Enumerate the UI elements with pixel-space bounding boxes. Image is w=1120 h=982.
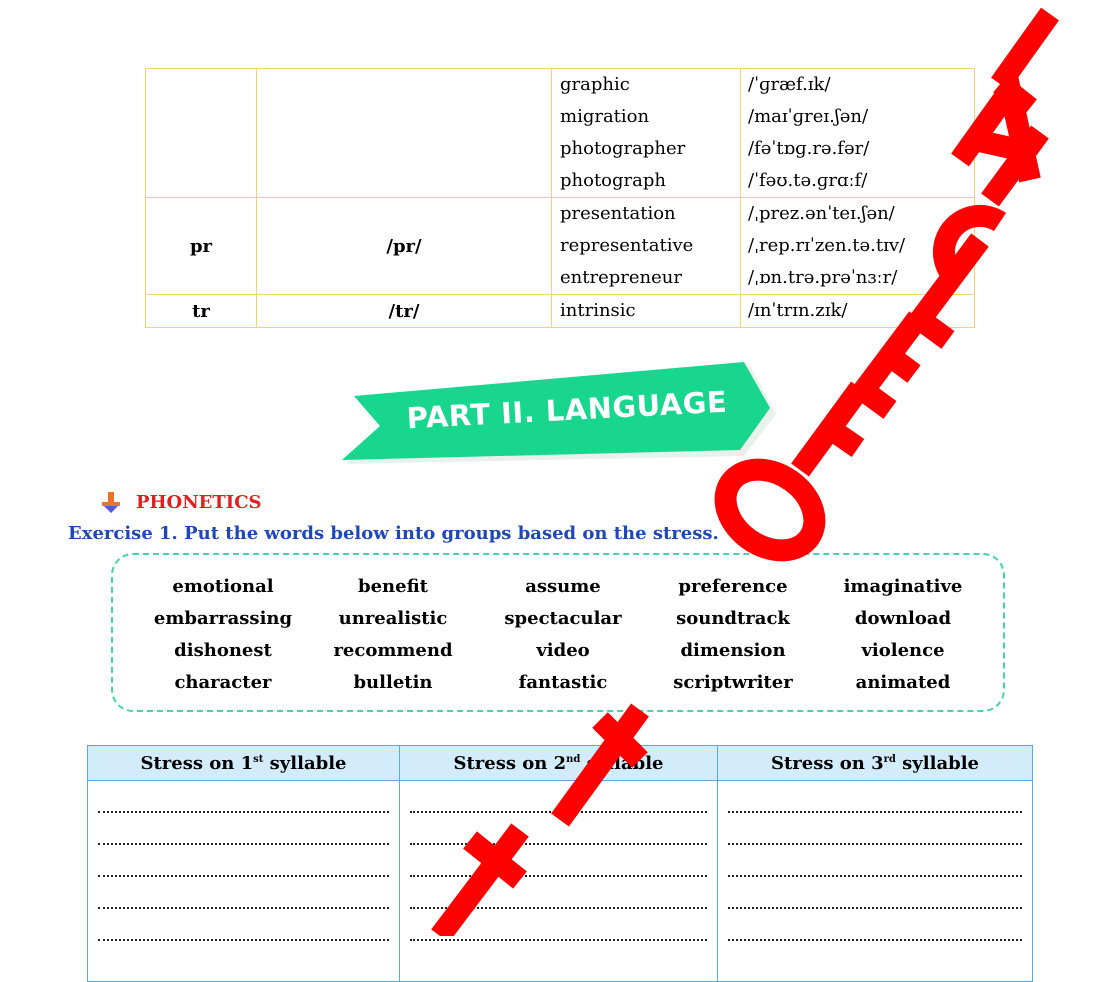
- word-item: scriptwriter: [673, 672, 793, 693]
- word-item: benefit: [358, 576, 428, 597]
- answer-table: [87, 745, 1033, 982]
- ipa-transcription: /fəˈtɒɡ.rə.fər/: [748, 138, 870, 159]
- ipa-cell: [741, 295, 975, 328]
- answer-line[interactable]: [98, 781, 389, 813]
- ipa-transcription: /ˌɒn.trə.prəˈnɜːr/: [748, 267, 898, 288]
- section-title: PHONETICS: [136, 491, 262, 513]
- answer-line[interactable]: [410, 813, 707, 845]
- table-row: [146, 198, 975, 295]
- banner-label: PART II. LANGUAGE: [405, 384, 729, 436]
- word-grid: [143, 571, 983, 699]
- ipa-transcription: /ɪnˈtrɪn.zɪk/: [748, 300, 848, 321]
- word-item: video: [536, 640, 590, 661]
- spelling-cell: [146, 69, 257, 198]
- answer-line[interactable]: [728, 877, 1022, 909]
- table-row: [146, 69, 975, 198]
- spelling-cell: tr: [146, 295, 257, 328]
- exercise-title: Exercise 1. Put the words below into groups based on the stress.: [68, 523, 719, 544]
- part-banner: [340, 360, 780, 468]
- word-item: dishonest: [174, 640, 272, 661]
- word-item: preference: [678, 576, 788, 597]
- ipa-transcription: /ˌprez.ənˈteɪ.ʃən/: [748, 203, 895, 224]
- answer-line[interactable]: [98, 845, 389, 877]
- phonetics-table: [145, 68, 975, 328]
- word-item: character: [174, 672, 272, 693]
- answer-line[interactable]: [98, 909, 389, 941]
- section-heading: [100, 490, 262, 514]
- answer-line[interactable]: [98, 877, 389, 909]
- word-item: recommend: [333, 640, 453, 661]
- answer-cell[interactable]: [88, 781, 400, 982]
- ipa-transcription: /ˈfəʊ.tə.ɡrɑːf/: [748, 170, 868, 191]
- words-cell: [552, 295, 741, 328]
- word-item: dimension: [680, 640, 786, 661]
- column-header: Stress on 2nd syllable: [399, 746, 717, 781]
- arrow-down-icon: [100, 490, 122, 514]
- column-header: Stress on 1st syllable: [88, 746, 400, 781]
- answer-cell[interactable]: [717, 781, 1032, 982]
- word-item: emotional: [172, 576, 274, 597]
- answer-line[interactable]: [410, 877, 707, 909]
- example-word: photographer: [560, 138, 686, 159]
- sound-cell: /pr/: [257, 198, 552, 295]
- word-item: soundtrack: [676, 608, 790, 629]
- example-word: photograph: [560, 170, 666, 191]
- word-item: imaginative: [843, 576, 963, 597]
- answer-line[interactable]: [410, 909, 707, 941]
- ipa-transcription: /ˈɡræf.ɪk/: [748, 74, 831, 95]
- word-item: assume: [525, 576, 601, 597]
- words-cell: [552, 69, 741, 198]
- example-word: intrinsic: [560, 300, 636, 321]
- example-word: representative: [560, 235, 694, 256]
- word-bank: [111, 553, 1005, 712]
- word-item: download: [854, 608, 952, 629]
- word-item: unrealistic: [338, 608, 448, 629]
- ipa-cell: [741, 198, 975, 295]
- sound-cell: /tr/: [257, 295, 552, 328]
- ipa-cell: [741, 69, 975, 198]
- answer-line[interactable]: [410, 781, 707, 813]
- example-word: presentation: [560, 203, 676, 224]
- sound-cell: [257, 69, 552, 198]
- answer-line[interactable]: [410, 845, 707, 877]
- answer-line[interactable]: [98, 813, 389, 845]
- header-row: [88, 746, 1033, 781]
- word-item: fantastic: [518, 672, 608, 693]
- ipa-transcription: /maɪˈɡreɪ.ʃən/: [748, 106, 869, 127]
- words-cell: [552, 198, 741, 295]
- ipa-transcription: /ˌrep.rɪˈzen.tə.tɪv/: [748, 235, 906, 256]
- example-word: entrepreneur: [560, 267, 682, 288]
- answer-line[interactable]: [728, 845, 1022, 877]
- spelling-cell: pr: [146, 198, 257, 295]
- example-word: migration: [560, 106, 650, 127]
- word-item: spectacular: [504, 608, 622, 629]
- answer-line[interactable]: [728, 781, 1022, 813]
- answer-cell[interactable]: [399, 781, 717, 982]
- table-row: [146, 295, 975, 328]
- answer-row: [88, 781, 1033, 982]
- answer-line[interactable]: [728, 909, 1022, 941]
- word-item: bulletin: [353, 672, 433, 693]
- answer-line[interactable]: [728, 813, 1022, 845]
- word-item: violence: [861, 640, 945, 661]
- example-word: graphic: [560, 74, 630, 95]
- column-header: Stress on 3rd syllable: [717, 746, 1032, 781]
- word-item: animated: [855, 672, 951, 693]
- word-item: embarrassing: [153, 608, 293, 629]
